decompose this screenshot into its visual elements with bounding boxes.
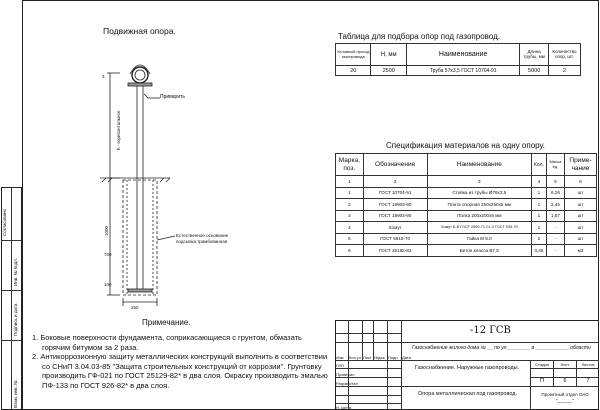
table-cell: шт (565, 199, 597, 211)
dim-label: 250 (131, 305, 139, 310)
drawing-title: Подвижная опора. (103, 26, 176, 36)
title-block-label: Листов (581, 362, 595, 367)
title-block-role: Проверил (336, 372, 355, 377)
drawing-code: -12 ГСВ (470, 325, 511, 336)
side-stamp-label: Согласовано (2, 208, 7, 236)
table-cell: Труба 57х3,5 ГОСТ 10704-91 (406, 66, 520, 76)
table2-title: Спецификация материалов на одну опору. (386, 141, 545, 150)
stage-value: П (540, 378, 544, 384)
object-name: Газоснабжение жилого дома № __ по ул.________ в ____________ области (412, 345, 591, 351)
table-index-row (336, 176, 597, 188)
dim-label: 700 (104, 252, 112, 257)
note-item: 2. Антикоррозионную защиту металлических конструкций выполнить в соответствии со СНиП 3.04.03-85 "Защита строительных конструкций от коррозии". Грунтовку производить ГФ-021 по ГОСТ 25129-82* в два слоя. Окраску производить эмалью ПФ-133 по ГОСТ 926-82* в два слоя. (32, 352, 328, 390)
side-stamp-label: Взам. инв. № (13, 380, 18, 408)
sheet-value: 6 (563, 378, 567, 384)
table-cell: ГОСТ 25192-82 (363, 245, 427, 257)
table-cell: 6,26 (546, 187, 564, 199)
table-header: Наименование (406, 44, 520, 66)
table-cell: - (546, 222, 564, 234)
table-cell: 3 (336, 210, 364, 222)
table-cell: 3 (427, 176, 531, 188)
tick-label: 3 (102, 74, 105, 79)
table-header: Кол. (531, 154, 546, 176)
dim-label: 1000 (104, 225, 109, 236)
table-header: Приме-чание (565, 154, 597, 176)
table-cell: 1 (336, 176, 364, 188)
table-cell: 6 (336, 245, 364, 257)
table-cell: 5 (336, 233, 364, 245)
table-header: Марка, поз. (336, 154, 364, 176)
table-cell: ГОСТ 5915-70 (363, 233, 427, 245)
title-block-label: Изм (336, 355, 344, 360)
table-cell: 5 (546, 176, 564, 188)
table-cell: - (546, 245, 564, 257)
table-cell: 1 (531, 187, 546, 199)
title-block-role: Разработал (336, 381, 358, 386)
table-cell: Полка 200х200х5 мм (427, 210, 531, 222)
specification-table (335, 153, 597, 257)
height-axis-label: h - горизонтальное (116, 110, 121, 150)
table-cell: Стойка из трубы Ø76х3,5 (427, 187, 531, 199)
table-cell: 4 (336, 222, 364, 234)
title-block-role: ГИП (336, 363, 344, 368)
table-cell: шт (565, 210, 597, 222)
table-cell: Хомут (363, 222, 427, 234)
title-block-label: Стадия (535, 362, 549, 367)
table-cell: 5000 (520, 66, 548, 76)
table-cell: 2 (548, 66, 580, 76)
table-cell: 1 (336, 187, 364, 199)
table-row (336, 245, 597, 257)
table-row (336, 187, 597, 199)
table-cell: 1 (531, 199, 546, 211)
table-cell: шт (565, 222, 597, 234)
table-cell: 20 (336, 66, 371, 76)
dim-label: 100 (104, 282, 112, 287)
table-cell: 1,57 (546, 210, 564, 222)
table-header: Условный проход газопровода (336, 44, 371, 66)
note-item: 1. Боковые поверхности фундамента, соприкасающиеся с грунтом, обмазать горячим битумом за 2 раза. (32, 333, 302, 352)
table-row (336, 222, 597, 234)
title-block-label: Лист (560, 362, 570, 367)
table-cell: ГОСТ 10704-91 (363, 187, 427, 199)
sheets-value: 7 (586, 378, 590, 384)
title-block-label: Дата (402, 355, 411, 360)
table-row (336, 199, 597, 211)
table-cell: 1 (531, 222, 546, 234)
ground-note: Естественное основание (176, 233, 229, 238)
title-block-role: Н. контр. (336, 405, 353, 410)
table-cell: 1 (531, 210, 546, 222)
table-cell: 0,45 (531, 245, 546, 257)
table-cell: Бетон класса В7,5 (427, 245, 531, 257)
table-cell: 2,45 (546, 199, 564, 211)
table-cell: Хомут Б-В ГОСТ 2590-71 Ст-3 ГОСТ 535-79 (427, 222, 531, 234)
table-cell: ГОСТ 19903-90 (363, 210, 427, 222)
weld-label: Приварить (160, 94, 186, 100)
table1-title: Таблица для подбора опор под газопровод. (338, 32, 500, 41)
table-cell: шт (565, 233, 597, 245)
table-header: Наименование (427, 154, 531, 176)
table-cell: ГОСТ 19903-90 (363, 199, 427, 211)
table-row (336, 233, 597, 245)
table-cell: 4 (531, 176, 546, 188)
table-header: Обозначение (363, 154, 427, 176)
notes-block (32, 333, 332, 391)
table-cell: 6 (565, 176, 597, 188)
table-cell: - (546, 233, 564, 245)
table-cell: 2500 (371, 66, 406, 76)
table-cell: 2 (531, 233, 546, 245)
table-row (336, 210, 597, 222)
table-header: Длина трубы, мм (520, 44, 548, 66)
table-cell: 2 (363, 176, 427, 188)
sheet-title: Опора металлическая под газопровод. (417, 391, 518, 397)
table-header: Н, мм (371, 44, 406, 66)
section-name: Газоснабжение. Наружные газопроводы. (414, 365, 520, 371)
table-cell: 2 (336, 199, 364, 211)
side-stamp-label: Инв. № подл. (13, 257, 18, 286)
title-block-label: Подп (388, 355, 398, 360)
ground-note: подсыпка трамбованная (176, 239, 228, 244)
title-block-label: №док (374, 355, 385, 360)
table-header: Количество опор, шт. (548, 44, 580, 66)
title-block-label: Кол.уч (349, 355, 361, 360)
table-header: Масса ед. (546, 154, 564, 176)
side-stamp-label: Подпись и дата (13, 303, 18, 336)
table-cell: Плита опорная 250х250х5 мм (427, 199, 531, 211)
table-cell: Гайка М 8.0 (427, 233, 531, 245)
table-cell: шт (565, 187, 597, 199)
table-row (336, 66, 581, 76)
support-drawing (60, 40, 270, 310)
notes-heading: Примечание. (142, 318, 191, 327)
selection-table (335, 43, 581, 76)
title-block-label: Лист (363, 355, 372, 360)
organization: Проектный отдел ОАО "______" (541, 392, 589, 403)
table-cell: м3 (565, 245, 597, 257)
